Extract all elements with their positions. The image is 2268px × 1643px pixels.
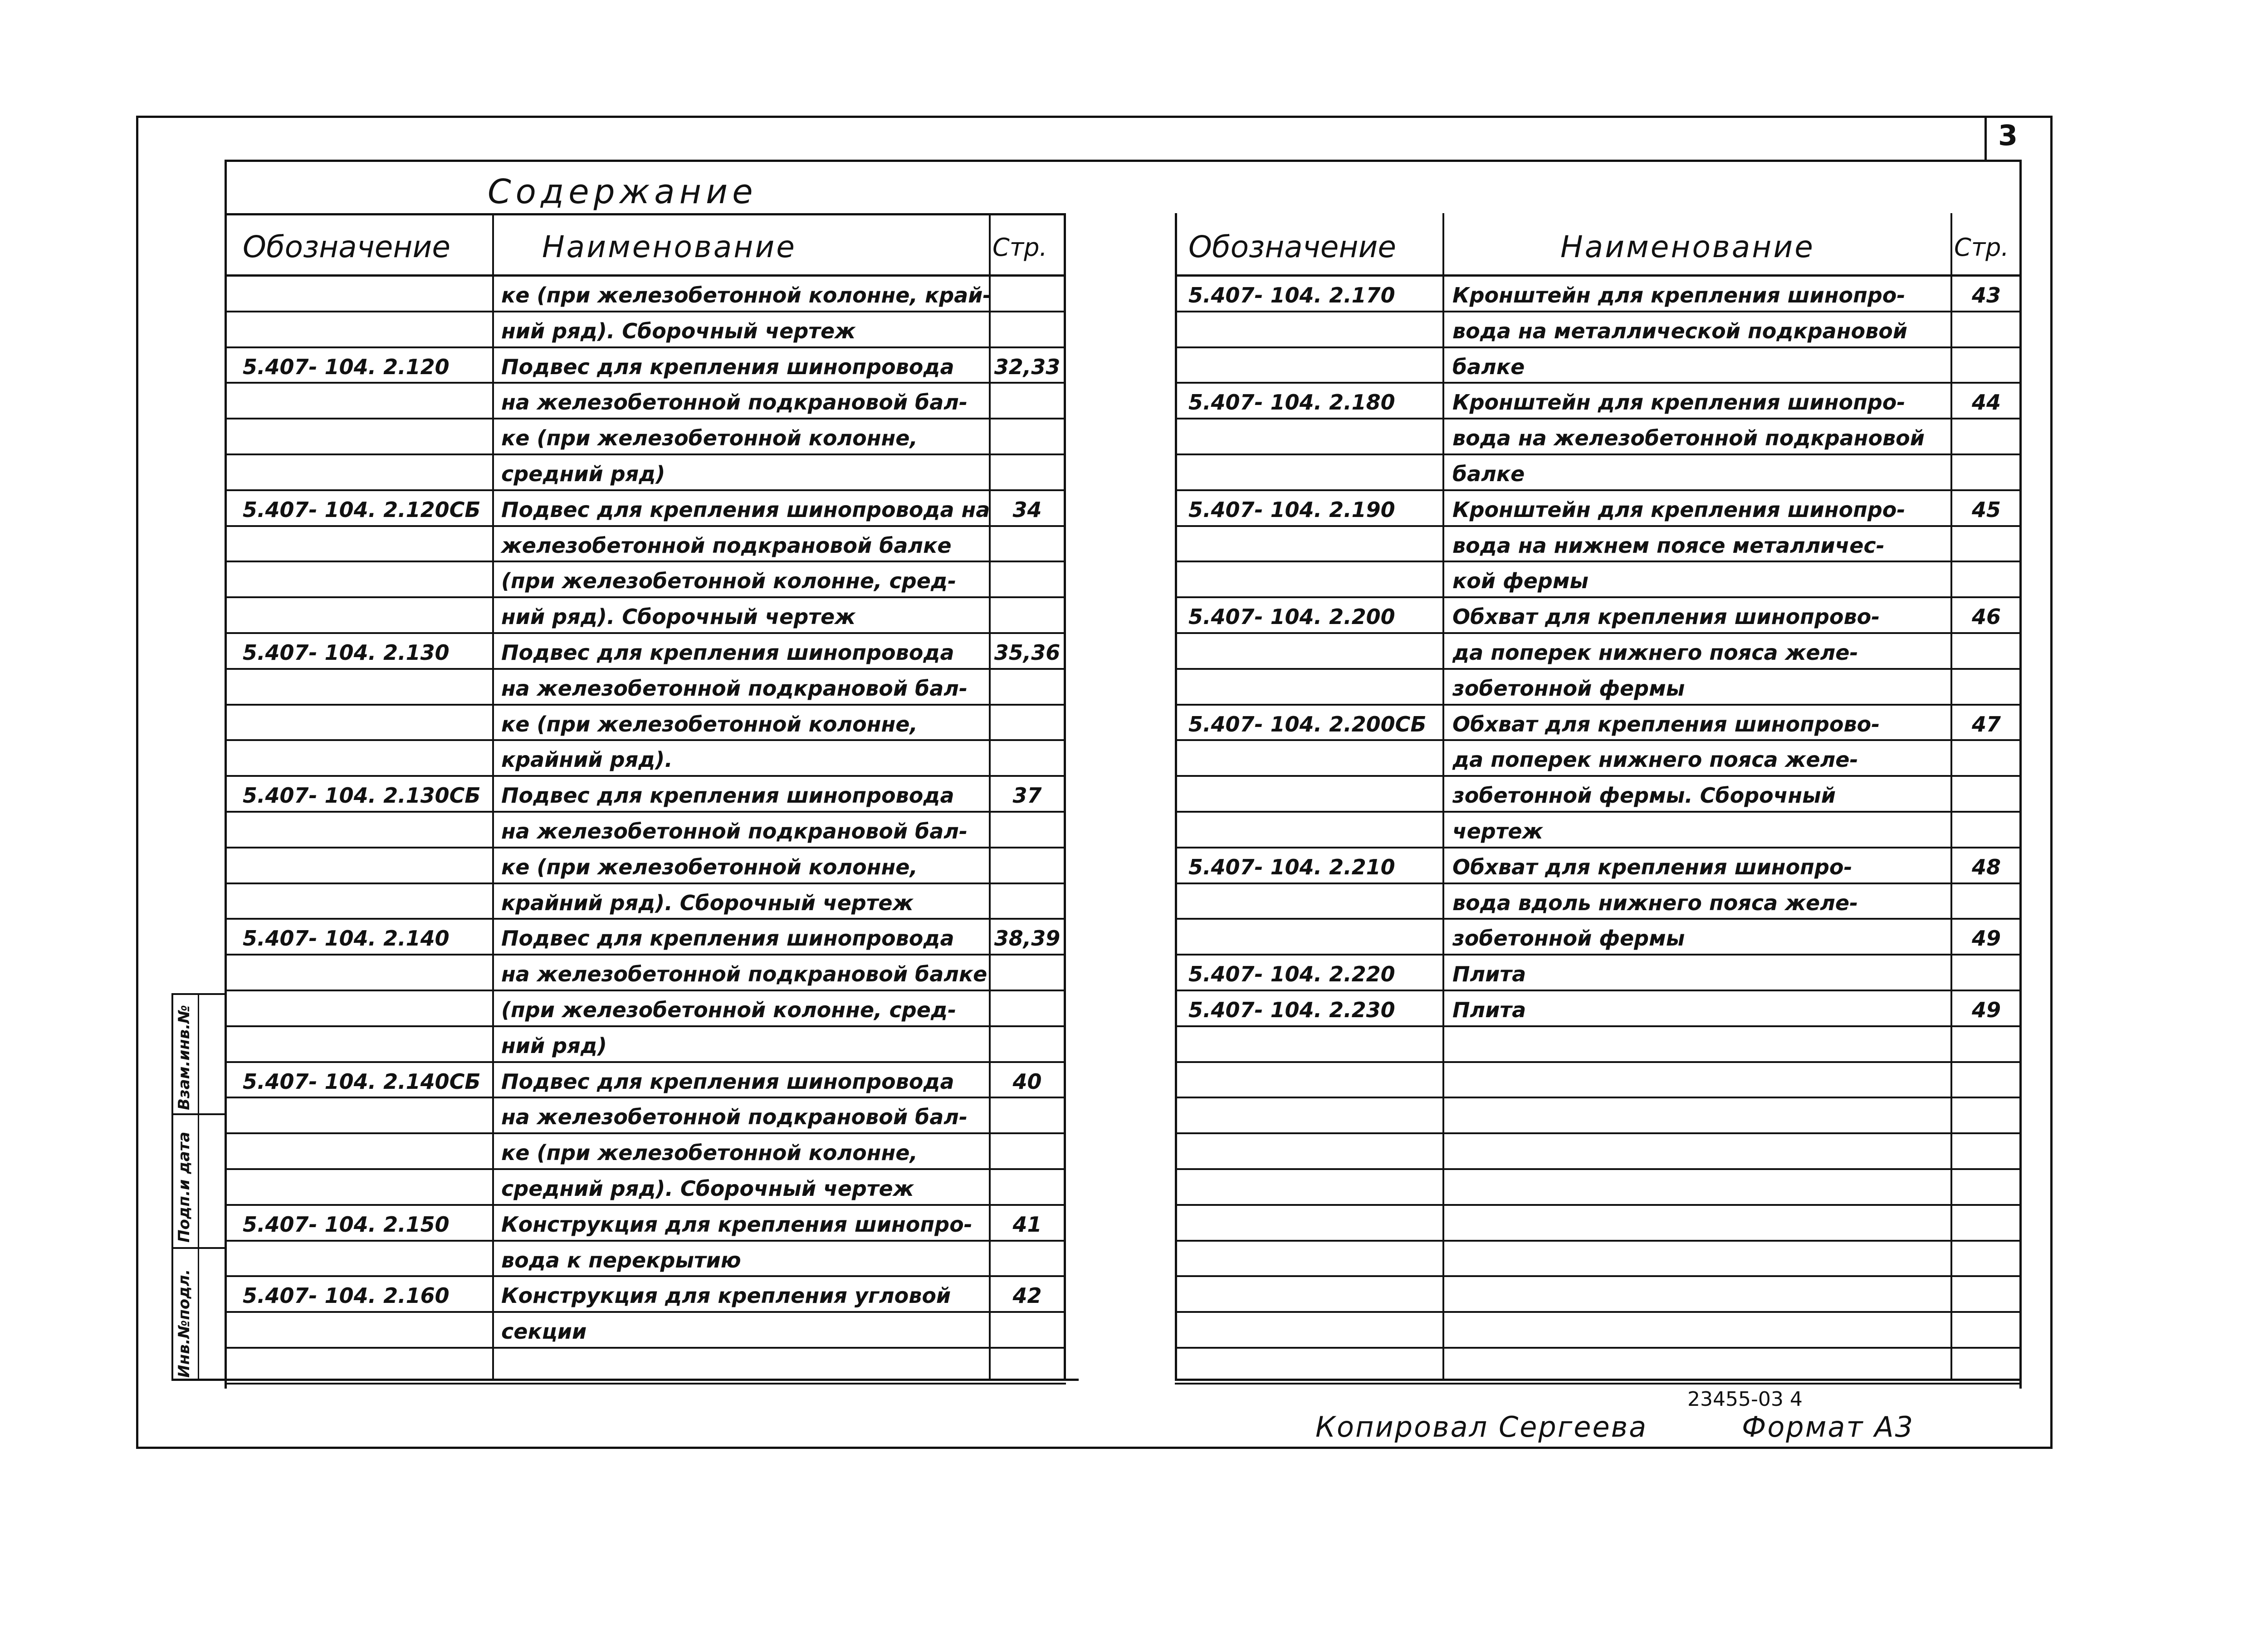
row-name: Конструкция для крепления угловой (501, 1283, 951, 1308)
table-row (1175, 848, 2022, 884)
row-name: Кронштейн для крепления шинопро- (1452, 497, 1906, 522)
row-name: Конструкция для крепления шинопро- (501, 1212, 973, 1237)
right-header-code: Обозначение (1188, 229, 1396, 264)
table-row (225, 598, 1066, 634)
table-row (1175, 991, 2022, 1027)
row-name: вода к перекрытию (501, 1248, 741, 1272)
row-name: Подвес для крепления шинопровода (501, 926, 954, 951)
row-name: Плита (1452, 998, 1526, 1022)
table-row (1175, 1027, 2022, 1063)
footer-copied-by: Копировал Сергеева (1315, 1410, 1648, 1443)
row-page: 44 (1971, 390, 2001, 415)
table-row (1175, 634, 2022, 670)
row-divider (225, 1383, 1066, 1385)
row-code: 5.407- 104. 2.220 (1188, 962, 1395, 987)
right-header-name: Наименование (1560, 229, 1815, 264)
sheet-number-box-left (1984, 116, 1987, 161)
table-row (225, 777, 1066, 813)
table-row (1175, 670, 2022, 706)
left-header-name: Наименование (542, 229, 797, 264)
row-name: на железобетонной подкрановой бал- (501, 819, 968, 843)
left-table (225, 213, 1066, 1381)
row-page: 34 (1012, 497, 1042, 522)
row-name: ке (при железобетонной колонне, (501, 426, 918, 451)
row-name: Подвес для крепления шинопровода (501, 354, 954, 379)
row-code: 5.407- 104. 2.140СБ (243, 1069, 481, 1094)
row-page: 46 (1971, 605, 2001, 629)
left-header-code: Обозначение (243, 229, 450, 264)
row-name: крайний ряд). (501, 747, 673, 772)
table-row (225, 1098, 1066, 1134)
table-row (1175, 527, 2022, 563)
table-row (1175, 277, 2022, 312)
row-name: вода вдоль нижнего пояса желе- (1452, 890, 1858, 915)
side-stamp-left (171, 993, 173, 1381)
row-name: средний ряд). Сборочный чертеж (501, 1176, 914, 1201)
row-name: Подвес для крепления шинопровода (501, 1069, 954, 1094)
table-row (1175, 419, 2022, 455)
table-row (225, 419, 1066, 455)
table-row (225, 884, 1066, 920)
side-stamp-inv-orig: Инв.№подл. (175, 1269, 193, 1378)
table-row (225, 741, 1066, 777)
page-title: Содержание (488, 172, 758, 211)
row-page: 49 (1971, 998, 2001, 1022)
table-row (225, 706, 1066, 741)
side-stamp-div-1 (171, 1113, 225, 1115)
row-name: средний ряд) (501, 462, 665, 486)
table-row (225, 1134, 1066, 1170)
sheet-number: 3 (1998, 119, 2018, 152)
table-row (1175, 348, 2022, 384)
row-code: 5.407- 104. 2.120 (243, 354, 450, 379)
table-row (225, 491, 1066, 527)
row-code: 5.407- 104. 2.160 (243, 1283, 450, 1308)
row-divider (1175, 1383, 2022, 1385)
row-page: 42 (1012, 1283, 1042, 1308)
table-row (225, 1313, 1066, 1349)
side-stamp-sign-date: Подп.и дата (175, 1131, 193, 1243)
table-row (225, 277, 1066, 312)
row-name: вода на металлической подкрановой (1452, 318, 1908, 343)
row-name: Плита (1452, 962, 1526, 987)
table-row (225, 920, 1066, 956)
table-row (225, 1277, 1066, 1313)
outer-frame-right (2050, 116, 2053, 1449)
row-page: 32,33 (994, 354, 1061, 379)
side-stamp-replace-inv: Взам.инв.№ (175, 1005, 193, 1110)
table-row (1175, 813, 2022, 848)
table-row (1175, 706, 2022, 741)
side-stamp (171, 993, 225, 1381)
row-code: 5.407- 104. 2.150 (243, 1212, 450, 1237)
row-name: ний ряд). Сборочный чертеж (501, 318, 855, 343)
row-code: 5.407- 104. 2.200СБ (1188, 712, 1427, 736)
inner-frame-top (225, 160, 2022, 162)
row-name: зобетонной фермы (1452, 926, 1685, 951)
table-row (1175, 956, 2022, 991)
row-name: Обхват для крепления шинопрово- (1452, 712, 1880, 736)
table-row (1175, 1134, 2022, 1170)
table-row (225, 1349, 1066, 1385)
row-page: 43 (1971, 283, 2001, 307)
footer-format: Формат А3 (1742, 1410, 1915, 1443)
row-code: 5.407- 104. 2.230 (1188, 998, 1395, 1022)
table-row (225, 670, 1066, 706)
right-header-page: Стр. (1954, 233, 2009, 262)
table-row (1175, 598, 2022, 634)
row-name: Подвес для крепления шинопровода на (501, 497, 990, 522)
row-name: на железобетонной подкрановой бал- (501, 390, 968, 415)
row-page: 48 (1971, 854, 2001, 879)
row-name: да поперек нижнего пояса желе- (1452, 747, 1858, 772)
left-header-page: Стр. (992, 233, 1047, 262)
table-row (1175, 1063, 2022, 1099)
row-name: на железобетонной подкрановой балке (501, 962, 987, 987)
table-row (1175, 562, 2022, 598)
table-row (1175, 884, 2022, 920)
row-code: 5.407- 104. 2.200 (1188, 605, 1395, 629)
row-name: Подвес для крепления шинопровода (501, 783, 954, 808)
row-page: 35,36 (994, 640, 1061, 665)
row-page: 38,39 (994, 926, 1061, 951)
row-name: вода на железобетонной подкрановой (1452, 426, 1925, 451)
row-name: крайний ряд). Сборочный чертеж (501, 890, 914, 915)
row-name: да поперек нижнего пояса желе- (1452, 640, 1858, 665)
table-row (225, 1027, 1066, 1063)
side-stamp-mid (198, 993, 199, 1381)
row-name: Кронштейн для крепления шинопро- (1452, 283, 1906, 307)
table-row (1175, 741, 2022, 777)
outer-frame-bottom (136, 1447, 2053, 1449)
right-table (1175, 213, 2022, 1381)
row-name: Обхват для крепления шинопро- (1452, 854, 1853, 879)
table-row (1175, 777, 2022, 813)
row-name: ке (при железобетонной колонне, (501, 854, 918, 879)
row-name: Обхват для крепления шинопрово- (1452, 605, 1880, 629)
table-row (1175, 384, 2022, 419)
row-page: 49 (1971, 926, 2001, 951)
table-row (1175, 1206, 2022, 1242)
footer-archive-code: 23455-03 4 (1687, 1388, 1803, 1411)
table-row (1175, 1277, 2022, 1313)
row-name: кой фермы (1452, 569, 1589, 594)
row-code: 5.407- 104. 2.170 (1188, 283, 1395, 307)
row-name: зобетонной фермы. Сборочный (1452, 783, 1836, 808)
table-row (225, 1170, 1066, 1206)
table-row (225, 848, 1066, 884)
table-row (1175, 455, 2022, 491)
row-code: 5.407- 104. 2.130СБ (243, 783, 481, 808)
side-stamp-div-2 (171, 1247, 225, 1249)
row-name: ке (при железобетонной колонне, край- (501, 283, 992, 307)
table-row (225, 634, 1066, 670)
row-name: железобетонной подкрановой балке (501, 533, 952, 558)
table-row (225, 562, 1066, 598)
table-row (1175, 1349, 2022, 1385)
row-name: (при железобетонной колонне, сред- (501, 569, 957, 594)
row-name: ний ряд). Сборочный чертеж (501, 605, 855, 629)
table-row (1175, 920, 2022, 956)
table-row (1175, 1098, 2022, 1134)
table-row (225, 813, 1066, 848)
row-name: Кронштейн для крепления шинопро- (1452, 390, 1906, 415)
table-row (225, 348, 1066, 384)
outer-frame-top (136, 116, 2053, 118)
row-code: 5.407- 104. 2.120СБ (243, 497, 481, 522)
table-row (225, 956, 1066, 991)
row-code: 5.407- 104. 2.140 (243, 926, 450, 951)
outer-frame-left (136, 116, 138, 1449)
row-name: ке (при железобетонной колонне, (501, 712, 918, 736)
row-page: 40 (1012, 1069, 1042, 1094)
row-name: чертеж (1452, 819, 1543, 843)
table-row (225, 991, 1066, 1027)
row-name: балке (1452, 354, 1525, 379)
row-code: 5.407- 104. 2.130 (243, 640, 450, 665)
row-code: 5.407- 104. 2.190 (1188, 497, 1395, 522)
row-name: секции (501, 1319, 587, 1344)
row-page: 47 (1971, 712, 2001, 736)
row-code: 5.407- 104. 2.210 (1188, 854, 1395, 879)
table-row (1175, 491, 2022, 527)
row-page: 37 (1012, 783, 1042, 808)
table-row (1175, 1242, 2022, 1277)
row-page: 45 (1971, 497, 2001, 522)
row-code: 5.407- 104. 2.180 (1188, 390, 1395, 415)
table-row (1175, 1170, 2022, 1206)
table-row (225, 527, 1066, 563)
row-name: ний ряд) (501, 1033, 607, 1058)
row-name: Подвес для крепления шинопровода (501, 640, 954, 665)
row-name: ке (при железобетонной колонне, (501, 1141, 918, 1165)
table-row (1175, 1313, 2022, 1349)
table-row (225, 1242, 1066, 1277)
row-name: (при железобетонной колонне, сред- (501, 998, 957, 1022)
side-stamp-top (171, 993, 225, 995)
table-row (225, 312, 1066, 348)
row-name: балке (1452, 462, 1525, 486)
table-row (225, 1063, 1066, 1099)
row-name: на железобетонной подкрановой бал- (501, 1105, 968, 1130)
row-name: зобетонной фермы (1452, 676, 1685, 701)
table-row (1175, 312, 2022, 348)
table-row (225, 1206, 1066, 1242)
row-page: 41 (1012, 1212, 1042, 1237)
row-name: вода на нижнем поясе металличес- (1452, 533, 1885, 558)
table-row (225, 384, 1066, 419)
table-row (225, 455, 1066, 491)
row-name: на железобетонной подкрановой бал- (501, 676, 968, 701)
